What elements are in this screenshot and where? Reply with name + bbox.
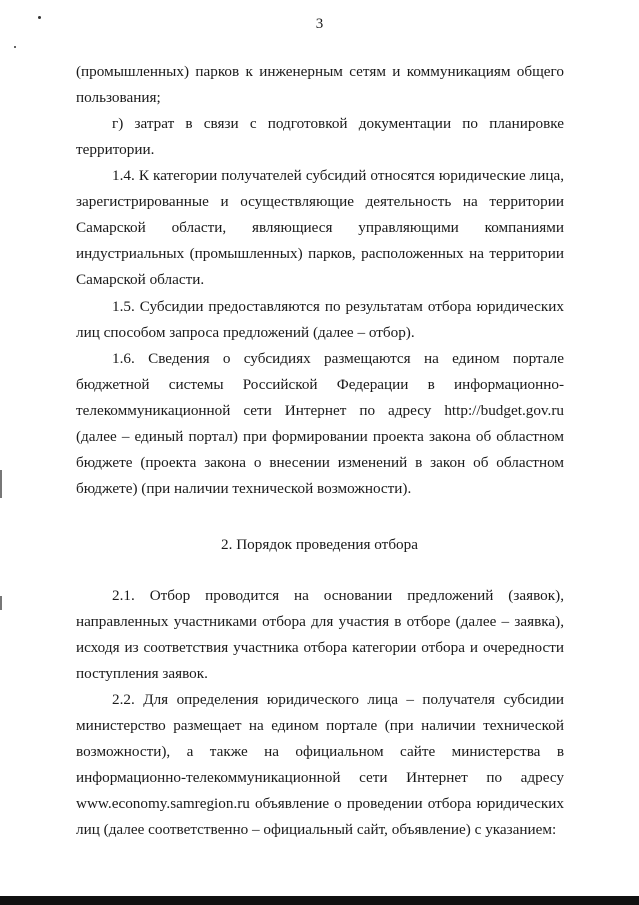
text-line: возможности), а также на официальном сайте министерства в <box>76 743 564 760</box>
text-line: поступления заявок. <box>76 665 208 682</box>
text-line: бюджетной системы Российской Федерации в информационно- <box>76 376 564 393</box>
scan-speck <box>14 46 16 48</box>
text-line: территории. <box>76 141 155 158</box>
text-line: информационно-телекоммуникационной сети Интернет по адресу <box>76 769 564 786</box>
scan-edge-mark <box>0 470 2 498</box>
text-line: Самарской области, являющиеся управляющими компаниями <box>76 219 564 236</box>
text-line: индустриальных (промышленных) парков, расположенных на территории <box>76 245 564 262</box>
page-number: 3 <box>315 16 324 32</box>
text-line: лиц (далее соответственно – официальный сайт, объявление) с указанием: <box>76 821 557 838</box>
text-line: Самарской области. <box>76 271 205 288</box>
text-line: (промышленных) парков к инженерным сетям и коммуникациям общего <box>76 63 564 80</box>
text-line: 1.4. К категории получателей субсидий относятся юридические лица, <box>112 167 564 184</box>
text-line: лиц способом запроса предложений (далее – отбор). <box>76 324 415 341</box>
text-line: 1.5. Субсидии предоставляются по результатам отбора юридических <box>112 298 564 315</box>
scan-speck <box>38 16 41 19</box>
text-line: 2.2. Для определения юридического лица – получателя субсидии <box>112 691 564 708</box>
scan-bottom-edge <box>0 896 639 905</box>
text-line: зарегистрированные и осуществляющие деятельность на территории <box>76 193 564 210</box>
text-line: министерство размещает на едином портале (при наличии технической <box>76 717 564 734</box>
text-line: 1.6. Сведения о субсидиях размещаются на едином портале <box>112 350 564 367</box>
text-line: г) затрат в связи с подготовкой документации по планировке <box>112 115 564 132</box>
scan-edge-mark <box>0 596 2 610</box>
text-line: 2.1. Отбор проводится на основании предложений (заявок), <box>112 587 564 604</box>
text-line: пользования; <box>76 89 161 106</box>
text-line: исходя из соответствия участника отбора категории отбора и очередности <box>76 639 564 656</box>
section-heading: 2. Порядок проведения отбора <box>221 536 418 553</box>
text-line: телекоммуникационной сети Интернет по адресу http://budget.gov.ru <box>76 402 564 419</box>
text-line: направленных участниками отбора для участия в отборе (далее – заявка), <box>76 613 564 630</box>
text-line: бюджете (проекта закона о внесении изменений в закон об областном <box>76 454 564 471</box>
text-line: бюджете) (при наличии технической возможности). <box>76 480 412 497</box>
text-line: (далее – единый портал) при формировании проекта закона об областном <box>76 428 564 445</box>
text-line: www.economy.samregion.ru объявление о проведении отбора юридических <box>76 795 564 812</box>
